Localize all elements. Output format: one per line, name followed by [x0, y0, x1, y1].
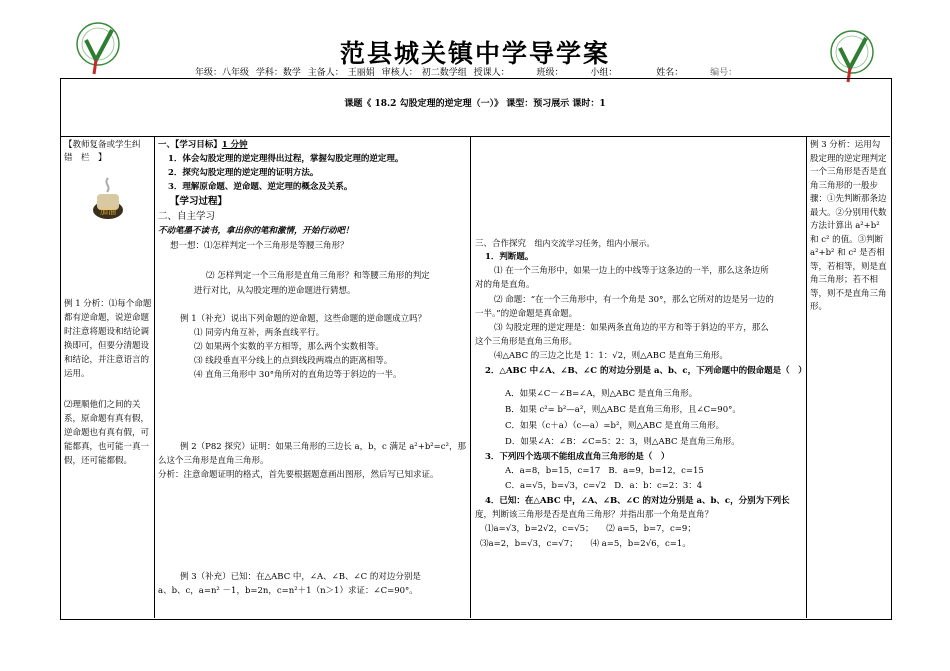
class-label: 班级： [536, 68, 564, 78]
reviewer-label: 审核人： [381, 68, 418, 78]
question2-option: B．如果 c²= b²—a²，则△ABC 是直角三角形，且∠C=90°。 [505, 405, 741, 415]
question2-option: A．如果∠C－∠B=∠A，则△ABC 是直角三角形。 [505, 389, 698, 399]
group-label: 小组： [590, 68, 618, 78]
header-meta [195, 65, 795, 78]
question3-options: C．a=√5，b=√3，c=√2 D．a：b：c=2：3：4 [505, 481, 703, 491]
question4-items: ⑶a=2，b=√3，c=√7； ⑷ a=5，b=2√6，c=1。 [480, 539, 691, 549]
question3-options: A．a=8，b=15，c=17 B．a=9，b=12，c=15 [505, 466, 704, 476]
svg-text:加油: 加油 [100, 207, 116, 216]
example1-analysis-note2: ⑵理顺他们之间的关系，原命题有真有假，逆命题也有真有假，可能都真，也可能一真一假，还可能都假。 [64, 400, 150, 466]
review-column-heading: 【教师复备或学生纠 错 栏 】 [64, 140, 150, 163]
example2-question: 例 2（P82 探究）证明：如果三角形的三边长 a，b，c 满足 a²+b²=c²，那 [180, 442, 466, 452]
judge-item-cont: 这个三角形是直角三角形。 [475, 337, 578, 347]
example1-item: ⑴ 同旁内角互补，两条直线平行。 [194, 328, 325, 338]
self-study-heading: 二、自主学习 [158, 211, 216, 222]
judge-heading: 1．判断题。 [485, 252, 534, 262]
think-question: 想一想：⑴怎样判定一个三角形是等腰三角形？ [170, 241, 349, 251]
question4-cont: 度，判断该三角形是否是直角三角形？并指出那一个角是直角？ [475, 510, 714, 520]
objectives-heading: 一、【学习目标】1 分钟 [158, 140, 248, 150]
think-question-2: ⑵ 怎样判定一个三角形是直角三角形？和等腰三角形的判定 [206, 271, 430, 281]
judge-item: ⑶ 勾股定理的逆定理是：如果两条直角边的平方和等于斜边的平方，那么 [494, 323, 769, 333]
judge-item: ⑴ 在一个三角形中，如果一边上的中线等于这条边的一半，那么这条边所 [494, 266, 769, 276]
question4: 4．已知：在△ABC 中，∠A、∠B、∠C 的对边分别是 a、b、c，分别为下列长 [485, 496, 790, 506]
example3-analysis-note: 例 3 分析：运用勾股定理的逆定理判定一个三角形是否是直角三角形的一般步骤：①先判断那条边最大。②分别用代数方法计算出 a²+b² 和 c² 的值。③判断 a²+b² 和 c² 是否相等，若相等，则是直角三角形；若不相等，则不是直角三角形。 [810, 140, 887, 312]
question2-option: D．如果∠A：∠B：∠C=5：2：3，则△ABC 是直角三角形。 [505, 437, 740, 447]
reviewer-name: 初二数学组 [421, 68, 467, 78]
cooperation-heading: 三、合作探究 组内交流学习任务，组内小展示。 [475, 239, 655, 249]
example1-analysis-note: 例 1 分析：⑴每个命题都有逆命题，说逆命题时注意将题设和结论调换即可，但要分清题设和结论，并注意语言的运用。 [64, 299, 152, 379]
example3-question: 例 3（补充）已知：在△ABC 中，∠A、∠B、∠C 的对边分别是 [180, 572, 421, 582]
question2: 2．△ABC 中∠A、∠B、∠C 的对边分别是 a、b、c，下列命题中的假命题是（ ） [485, 366, 807, 376]
author-label: 主备人： [307, 68, 344, 78]
process-heading: 【学习过程】 [170, 196, 228, 207]
objective-item: 3．理解原命题、逆命题、逆定理的概念及关系。 [168, 182, 353, 192]
example1-item: ⑵ 如果两个实数的平方相等，那么两个实数相等。 [194, 342, 384, 352]
objective-item: 1．体会勾股定理的逆定理得出过程，掌握勾股定理的逆定理。 [168, 154, 404, 164]
page-title: 范县城关镇中学导学案 [339, 39, 610, 68]
judge-item-cont: 对的角是直角。 [475, 280, 535, 290]
name-label: 姓名： [656, 68, 684, 78]
motto: 不动笔墨不读书，拿出你的笔和激情，开始行动吧！ [158, 226, 354, 236]
question4-items: ⑴a=√3，b=2√2，c=√5； ⑵ a=5，b=7，c=9； [485, 524, 696, 534]
think-question-2-cont: 进行对比，从勾股定理的逆命题进行猜想。 [194, 286, 356, 296]
author-name: 王丽娟 [347, 68, 375, 78]
judge-item: ⑵ 命题：“在一个三角形中，有一个角是 30°，那么它所对的边是另一边的 [494, 295, 774, 305]
example1-item: ⑶ 线段垂直平分线上的点到线段两端点的距离相等。 [194, 356, 393, 366]
example3-question-cont: a、b、c，a=n² －1，b=2n，c=n²＋1（n＞1）求证：∠C=90°。 [158, 586, 418, 596]
question3: 3．下列四个选项不能组成直角三角形的是（ ） [485, 452, 670, 462]
question2-option: C．如果（c＋a）（c—a）=b²，则△ABC 是直角三角形。 [505, 421, 725, 431]
column-divider [470, 136, 471, 618]
example1-item: ⑷ 直角三角形中 30°角所对的直角边等于斜边的一半。 [194, 370, 402, 380]
tea-cup-icon [90, 176, 126, 224]
example2-question-cont: 么这个三角形是直角三角形。 [158, 456, 269, 466]
grade-label: 年级：八年级 [195, 68, 250, 78]
example1-question: 例 1（补充）说出下列命题的逆命题，这些命题的逆命题成立吗？ [180, 314, 427, 324]
course-title: 课题《 18.2 勾股定理的逆定理（一）》 课型：预习展示 课时：1 [344, 99, 606, 109]
column-divider [154, 136, 155, 618]
judge-item-cont: 一半。”的逆命题是真命题。 [475, 309, 578, 319]
judge-item: ⑷△ABC 的三边之比是 1：1：√2，则△ABC 是直角三角形。 [494, 351, 728, 361]
teacher-label: 授课人： [473, 68, 510, 78]
objective-item: 2．探究勾股定理的逆定理的证明方法。 [168, 168, 319, 178]
number-label: 编号： [710, 68, 738, 78]
example2-analysis: 分析：注意命题证明的格式，首先要根据题意画出图形，然后写已知求证。 [158, 470, 439, 480]
subject-label: 学科：数学 [255, 68, 301, 78]
